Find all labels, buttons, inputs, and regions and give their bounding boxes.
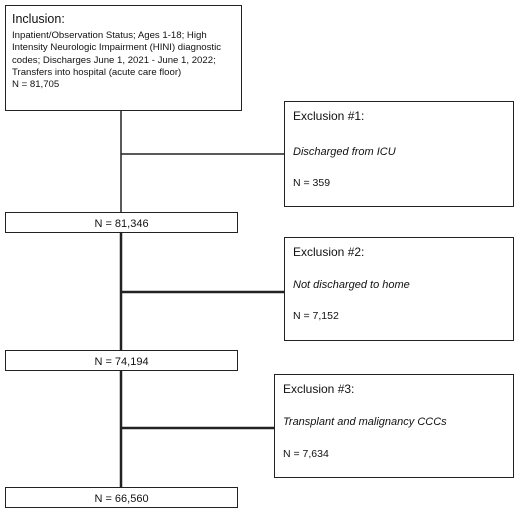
remaining-box-1 xyxy=(5,212,238,233)
exclusion-box-2 xyxy=(284,237,514,341)
inclusion-criteria-text: Inpatient/Observation Status; Ages 1-18; High Intensity Neurologic Impairment (HINI) diagnostic codes; Discharges June 1, 2021 - June 1, 2022; Transfers into hospital (acute care floor) xyxy=(12,30,222,78)
remaining-3-count: N = 66,560 xyxy=(94,493,149,505)
exclusion-2-count: N = 7,152 xyxy=(293,310,339,322)
inclusion-heading: Inclusion: xyxy=(12,12,65,26)
exclusion-1-heading: Exclusion #1: xyxy=(293,109,365,123)
exclusion-box-1 xyxy=(284,101,514,207)
exclusion-2-description: Not discharged to home xyxy=(293,279,410,291)
inclusion-criteria xyxy=(12,30,238,91)
remaining-1-count: N = 81,346 xyxy=(94,218,149,230)
exclusion-1-description: Discharged from ICU xyxy=(293,146,396,158)
remaining-2-count: N = 74,194 xyxy=(94,356,149,368)
exclusion-box-3 xyxy=(274,374,514,478)
remaining-box-2 xyxy=(5,350,238,371)
exclusion-3-heading: Exclusion #3: xyxy=(283,382,355,396)
remaining-box-3 xyxy=(5,487,238,508)
exclusion-3-description: Transplant and malignancy CCCs xyxy=(283,416,447,428)
inclusion-count: N = 81,705 xyxy=(12,79,60,91)
exclusion-1-count: N = 359 xyxy=(293,177,331,189)
exclusion-2-heading: Exclusion #2: xyxy=(293,245,365,259)
exclusion-3-count: N = 7,634 xyxy=(283,448,329,460)
inclusion-box xyxy=(5,5,242,111)
